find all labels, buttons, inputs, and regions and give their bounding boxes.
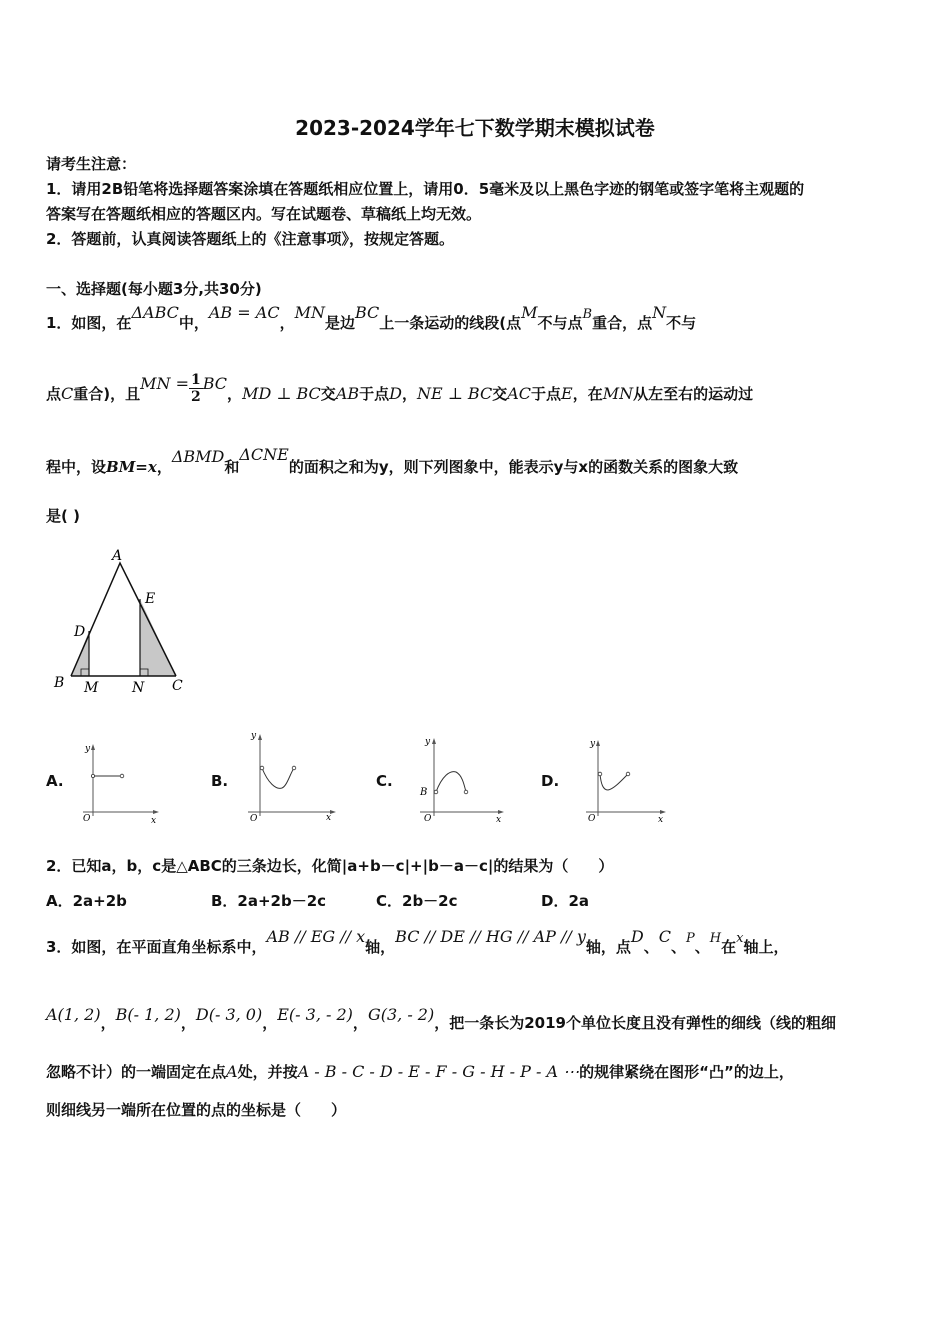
q3-coordinate: B(- 1, 2) [115,1005,181,1024]
label-e: E [145,591,156,607]
q3-math: AB // EG // x [266,927,366,946]
q3-text: 、 [643,938,659,956]
q3-text: 轴， [365,938,396,956]
q2-option-c[interactable]: C．2b－2c [376,892,458,910]
y-arrow [258,734,262,740]
open-endpoint [120,774,124,778]
page-title: 2023-2024学年七下数学期末模拟试卷 [295,116,655,140]
q1-math: AB = AC [208,303,280,322]
open-endpoint [598,772,602,776]
notice-heading: 请考生注意： [46,155,137,173]
q1-text: ， [279,314,295,332]
q1-math: E [561,384,573,403]
q1-math: M [521,303,538,322]
label-a: A [112,548,123,564]
q3-line-3 [46,1061,794,1082]
section-heading: 一、选择题(每小题3分,共30分) [46,280,262,298]
notice-line-1a: 1．请用2B铅笔将选择题答案涂填在答题纸相应位置上，请用0．5毫米及以上黑色字迹的钢笔或签字笔将主观题的 [46,180,805,198]
option-a-label[interactable]: A. [46,772,64,790]
q3-text: 处，并按 [237,1063,298,1081]
option-a-graph [75,738,165,828]
open-endpoint [626,772,630,776]
notice-line-2: 2．答题前，认真阅读答题纸上的《注意事项》，按规定答题。 [46,230,454,248]
q3-text: ，把一条长为2019个单位长度且没有弹性的细线（线的粗细 [434,1014,836,1032]
q1-math: BC [202,374,228,393]
q1-math: ΔCNE [239,445,289,464]
q3-text: 3．如图，在平面直角坐标系中， [46,938,267,956]
q3-coordinate: D(- 3, 0) [195,1005,263,1024]
q1-math: MN [602,384,634,403]
graph-curve [436,772,466,792]
q3-math: A [226,1062,238,1081]
graph-curve [600,774,628,790]
q3-text: ， [352,1014,368,1032]
x-arrow [153,810,159,814]
q1-text: ，在 [572,385,603,403]
q1-text: 不与 [666,314,697,332]
q1-math: ΔABC [131,303,179,322]
q1-math: MD ⊥ BC [242,384,321,403]
q2-stem: 2．已知a，b，c是△ABC的三条边长，化简|a+b－c|+|b－a－c|的结果为（ ） [46,857,614,875]
q3-math: BC // DE // HG // AP // y [395,927,586,946]
q1-text: ， [401,385,417,403]
q1-text: 于点 [359,385,390,403]
y-arrow [432,738,436,744]
q1-math: AB [335,384,360,403]
q3-math: A - B - C - D - E - F - G - H - P - A ⋯ [297,1062,580,1081]
q1-math: MN [294,303,325,322]
option-d-graph [580,732,675,830]
axis-y-label: y [590,739,596,749]
q1-text: 的面积之和为y，则下列图象中，能表示y与x的函数关系的图象大致 [288,458,739,476]
q1-text: 重合，点 [592,314,653,332]
open-endpoint [434,790,438,794]
origin-label: O [250,814,258,824]
q1-text: 程中，设 [46,458,107,476]
q1-text: 交 [492,385,508,403]
q2-option-b[interactable]: B．2a+2b－2c [211,892,327,910]
q1-math: BC [354,303,380,322]
open-endpoint [260,766,264,770]
q1-math: C [61,384,74,403]
q1-text: ， [227,385,243,403]
q1-math: NE ⊥ BC [416,384,493,403]
origin-label: O [83,814,91,824]
y-arrow [91,744,95,750]
notice-line-1b: 答案写在答题纸相应的答题区内。写在试题卷、草稿纸上均无效。 [46,205,482,223]
q1-math: B [582,307,593,322]
q1-line-2 [46,372,754,411]
q3-line-1 [46,927,789,957]
axis-y-label: y [85,744,91,754]
axis-x-label: x [326,813,332,823]
q3-text: ， [100,1014,116,1032]
axis-x-label: x [496,815,502,825]
q1-text: 是边 [324,314,355,332]
q3-text: 的规律紧绕在图形“凸”的边上， [579,1063,794,1081]
label-c: C [172,678,183,694]
origin-label: O [424,814,432,824]
q3-text: 、 [671,938,687,956]
q3-line-2 [46,1005,836,1033]
q1-math: D [389,384,402,403]
q1-text: 从左至右的运动过 [633,385,754,403]
point-b-label: B [420,787,428,798]
q3-math: H [709,931,722,946]
q3-math: x [736,931,744,946]
axis-y-label: y [425,737,431,747]
fraction-half [189,372,203,405]
q1-text: 不与点 [537,314,583,332]
q3-text: 轴上， [743,938,789,956]
option-b-label[interactable]: B. [211,772,229,790]
q1-line-3 [46,445,739,477]
q3-coordinate: A(1, 2) [46,1005,101,1024]
label-n: N [132,680,145,696]
q1-text: 中， [178,314,209,332]
q3-math: C [658,927,671,946]
q1-text: 于点 [531,385,562,403]
label-b: B [54,675,65,691]
label-m: M [84,680,99,696]
q1-text: 交 [320,385,336,403]
q3-math: D [630,927,644,946]
q1-math: N [652,303,667,322]
option-c-label[interactable]: C. [376,772,393,790]
open-endpoint [464,790,468,794]
triangle-figure [50,545,195,700]
q1-math: ΔBMD [171,447,225,466]
q1-text: ， [156,458,172,476]
x-arrow [498,810,504,814]
origin-label: O [588,814,596,824]
q1-math: MN = [140,374,189,393]
q1-text: 重合)，且 [73,385,141,403]
q2-option-d[interactable]: D．2a [541,892,590,910]
q3-text: ， [262,1014,278,1032]
label-d: D [74,624,86,640]
q1-math: AC [507,384,531,403]
q3-coordinate: E(- 3, - 2) [277,1005,353,1024]
axis-x-label: x [658,815,664,825]
q3-text: 轴，点 [585,938,631,956]
q3-text: 在 [721,938,737,956]
q1-text: 上一条运动的线段(点 [379,314,522,332]
q3-text: ， [180,1014,196,1032]
fraction-denominator: 2 [191,389,201,405]
x-arrow [660,810,666,814]
q1-math: BM=x [106,458,157,476]
q3-coordinate: G(3, - 2) [367,1005,435,1024]
q2-option-a[interactable]: A．2a+2b [46,892,127,910]
fraction-numerator: 1 [191,372,201,388]
option-b-graph [240,728,340,828]
y-arrow [596,740,600,746]
axis-y-label: y [251,731,257,741]
q3-text: 忽略不计）的一端固定在点 [46,1063,227,1081]
q3-line-4: 则细线另一端所在位置的点的坐标是（ ） [46,1101,347,1119]
open-endpoint [292,766,296,770]
q3-text: 、 [694,938,710,956]
q1-text: 点 [46,385,62,403]
option-d-label[interactable]: D. [541,772,560,790]
axis-x-label: x [151,816,157,826]
option-c-graph [412,730,512,830]
graph-curve [262,768,294,788]
q1-text: 和 [224,458,240,476]
q1-line-1 [46,303,697,333]
q3-math: P [686,931,695,946]
q1-line-4: 是( ) [46,507,80,525]
open-endpoint [91,774,94,777]
q1-text: 1．如图，在 [46,314,132,332]
